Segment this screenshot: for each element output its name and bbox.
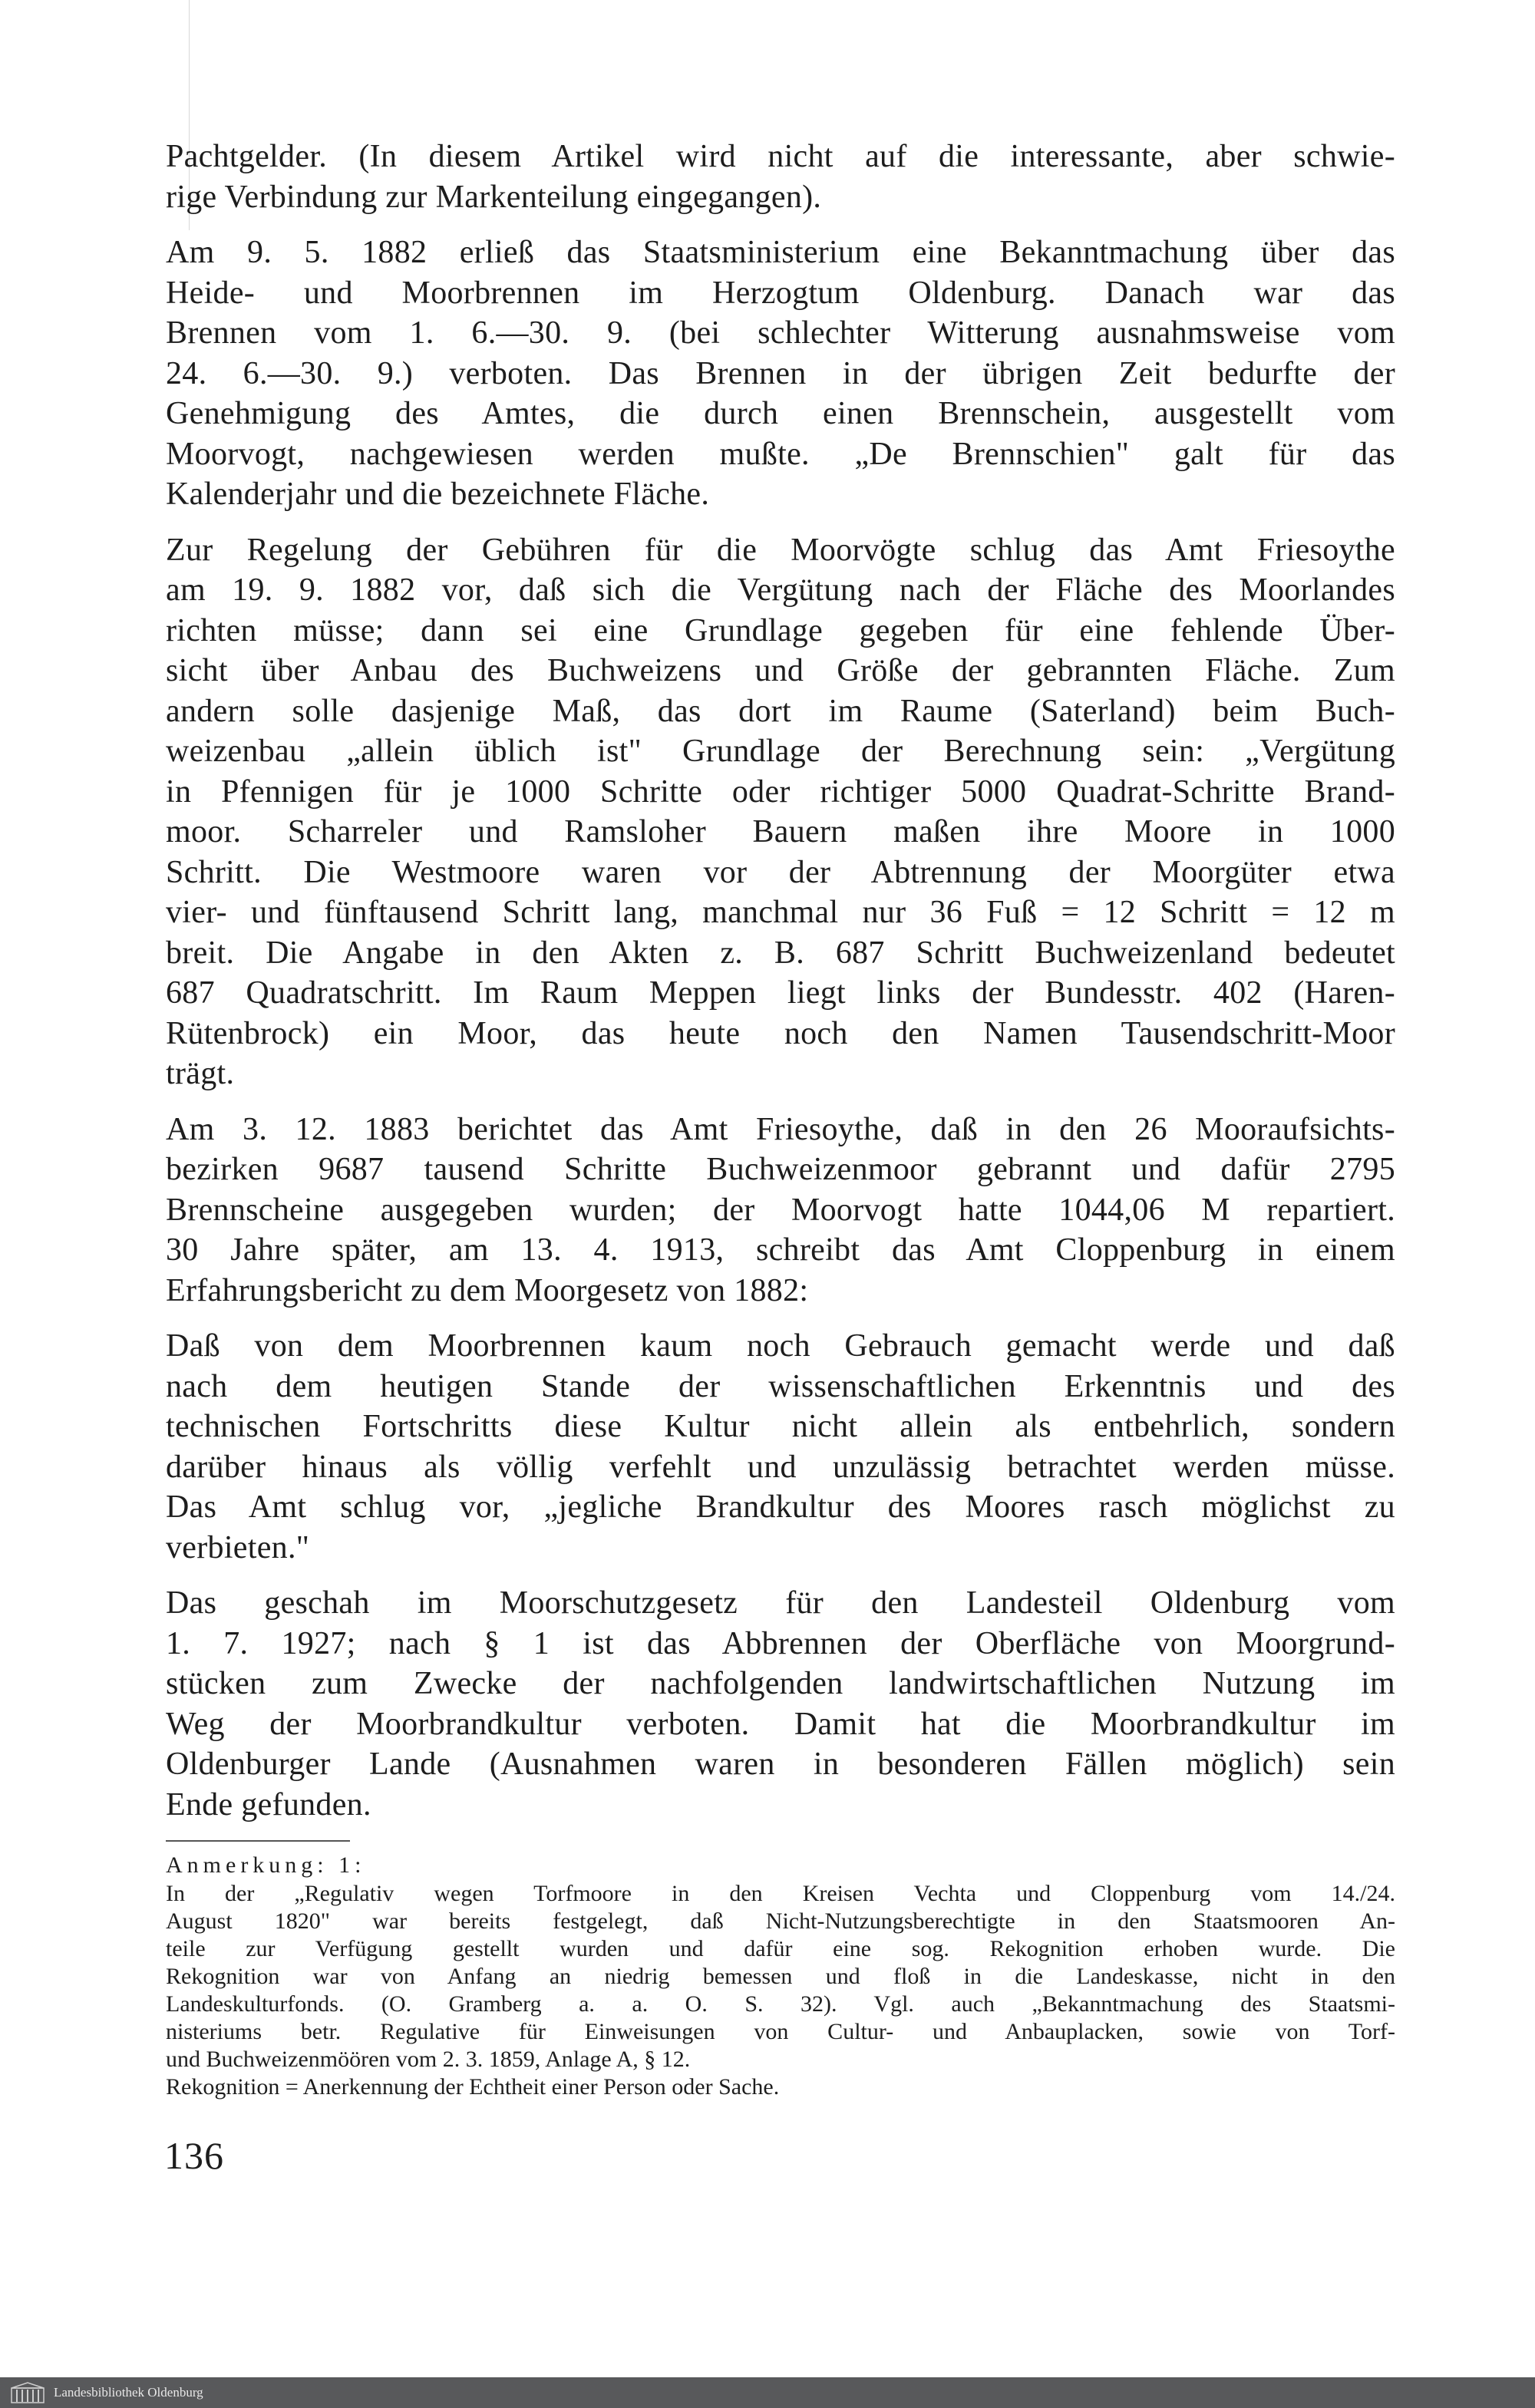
text-line: verbieten." bbox=[166, 1529, 310, 1565]
footnote-lines bbox=[166, 1880, 1395, 2073]
text-line: richten müsse; dann sei eine Grundlage gegeben für eine fehlende Über- bbox=[166, 612, 1395, 648]
text-line: Am 9. 5. 1882 erließ das Staatsministerium eine Bekanntmachung über das bbox=[166, 235, 1395, 270]
body-text bbox=[166, 137, 1395, 1825]
text-line: breit. Die Angabe in den Akten z. B. 687 Schritt Buchweizenland bedeutet bbox=[166, 935, 1395, 971]
text-line: Ende gefunden. bbox=[166, 1786, 371, 1822]
paragraph bbox=[166, 233, 1395, 515]
footnote-line: In der „Regulativ wegen Torfmoore in den Kreisen Vechta und Cloppenburg vom 14./24. bbox=[166, 1881, 1395, 1906]
text-line: rige Verbindung zur Markenteilung eingegangen). bbox=[166, 179, 822, 215]
text-line: Rütenbrock) ein Moor, das heute noch den Namen Tausendschritt-Moor bbox=[166, 1015, 1395, 1051]
footnote-rule bbox=[166, 1840, 350, 1842]
library-logo-icon bbox=[11, 2381, 45, 2404]
text-line: Oldenburger Lande (Ausnahmen waren in besonderen Fällen möglich) sein bbox=[166, 1747, 1395, 1782]
text-line: vier- und fünftausend Schritt lang, manchmal nur 36 Fuß = 12 Schritt = 12 m bbox=[166, 895, 1395, 930]
text-line: Am 3. 12. 1883 berichtet das Amt Friesoythe, daß in den 26 Mooraufsichts- bbox=[166, 1111, 1395, 1147]
text-line: andern solle dasjenige Maß, das dort im Raume (Saterland) beim Buch- bbox=[166, 693, 1395, 729]
footnote-line: teile zur Verfügung gestellt wurden und dafür eine sog. Rekognition erhoben wurde. Die bbox=[166, 1936, 1395, 1961]
text-line: weizenbau „allein üblich ist" Grundlage der Berechnung sein: „Vergütung bbox=[166, 734, 1395, 769]
text-line: Zur Regelung der Gebühren für die Moorvögte schlug das Amt Friesoythe bbox=[166, 532, 1395, 568]
footnote-line: Rekognition war von Anfang an niedrig bemessen und floß in die Landeskasse, nicht in den bbox=[166, 1964, 1395, 1989]
text-line: Brennen vom 1. 6.—30. 9. (bei schlechter Witterung ausnahmsweise vom bbox=[166, 315, 1395, 351]
footnote-definition: Rekognition = Anerkennung der Echtheit einer Person oder Sache. bbox=[166, 2074, 780, 2100]
text-line: Moorvogt, nachgewiesen werden mußte. „De Brennschien" galt für das bbox=[166, 436, 1395, 472]
footnote-line: August 1820" war bereits festgelegt, daß Nicht-Nutzungsberechtigte in den Staatsmooren An- bbox=[166, 1908, 1395, 1934]
text-line: Daß von dem Moorbrennen kaum noch Gebrauch gemacht werde und daß bbox=[166, 1328, 1395, 1364]
text-line: Brennscheine ausgegeben wurden; der Moorvogt hatte 1044,06 M repartiert. bbox=[166, 1192, 1395, 1228]
text-line: trägt. bbox=[166, 1056, 235, 1091]
library-footer bbox=[0, 2377, 1535, 2408]
text-line: Pachtgelder. (In diesem Artikel wird nicht auf die interessante, aber schwie- bbox=[166, 139, 1395, 174]
text-line: moor. Scharreler und Ramsloher Bauern maßen ihre Moore in 1000 bbox=[166, 814, 1395, 849]
text-line: sicht über Anbau des Buchweizens und Größe der gebrannten Fläche. Zum bbox=[166, 653, 1395, 688]
footnote-line: nisteriums betr. Regulative für Einweisungen von Cultur- und Anbauplacken, sowie von Torf- bbox=[166, 2019, 1395, 2044]
paragraph bbox=[166, 137, 1395, 217]
text-line: Weg der Moorbrandkultur verboten. Damit hat die Moorbrandkultur im bbox=[166, 1706, 1395, 1742]
footnote bbox=[166, 1851, 1395, 2101]
text-line: 1. 7. 1927; nach § 1 ist das Abbrennen der Oberfläche von Moorgrund- bbox=[166, 1625, 1395, 1661]
paragraph bbox=[166, 1326, 1395, 1568]
page-body bbox=[166, 137, 1395, 2101]
paragraph bbox=[166, 530, 1395, 1094]
text-line: Schritt. Die Westmoore waren vor der Abtrennung der Moorgüter etwa bbox=[166, 854, 1395, 890]
text-line: 24. 6.—30. 9.) verboten. Das Brennen in der übrigen Zeit bedurfte der bbox=[166, 355, 1395, 391]
text-line: Heide- und Moorbrennen im Herzogtum Oldenburg. Danach war das bbox=[166, 275, 1395, 311]
text-line: 687 Quadratschritt. Im Raum Meppen liegt links der Bundesstr. 402 (Haren- bbox=[166, 975, 1395, 1011]
footnote-line: Landeskulturfonds. (O. Gramberg a. a. O. S. 32). Vgl. auch „Bekanntmachung des Staatsmi- bbox=[166, 1991, 1395, 2017]
text-line: bezirken 9687 tausend Schritte Buchweizenmoor gebrannt und dafür 2795 bbox=[166, 1152, 1395, 1187]
footnote-title: Anmerkung: 1: bbox=[166, 1852, 366, 1878]
text-line: Das geschah im Moorschutzgesetz für den Landesteil Oldenburg vom bbox=[166, 1585, 1395, 1621]
text-line: stücken zum Zwecke der nachfolgenden landwirtschaftlichen Nutzung im bbox=[166, 1666, 1395, 1701]
footnote-line: und Buchweizenmöören vom 2. 3. 1859, Anlage A, § 12. bbox=[166, 2047, 691, 2072]
page-number: 136 bbox=[164, 2134, 224, 2177]
text-line: Erfahrungsbericht zu dem Moorgesetz von 1882: bbox=[166, 1272, 809, 1308]
text-line: Kalenderjahr und die bezeichnete Fläche. bbox=[166, 477, 710, 512]
text-line: in Pfennigen für je 1000 Schritte oder richtiger 5000 Quadrat-Schritte Brand- bbox=[166, 774, 1395, 810]
text-line: darüber hinaus als völlig verfehlt und unzulässig betrachtet werden müsse. bbox=[166, 1449, 1395, 1485]
text-line: nach dem heutigen Stande der wissenschaftlichen Erkenntnis und des bbox=[166, 1368, 1395, 1404]
paragraph bbox=[166, 1110, 1395, 1311]
text-line: Das Amt schlug vor, „jegliche Brandkultur des Moores rasch möglichst zu bbox=[166, 1489, 1395, 1525]
text-line: am 19. 9. 1882 vor, daß sich die Vergütung nach der Fläche des Moorlandes bbox=[166, 572, 1395, 608]
text-line: 30 Jahre später, am 13. 4. 1913, schreibt das Amt Cloppenburg in einem bbox=[166, 1232, 1395, 1268]
paragraph bbox=[166, 1583, 1395, 1825]
text-line: technischen Fortschritts diese Kultur nicht allein als entbehrlich, sondern bbox=[166, 1409, 1395, 1444]
text-line: Genehmigung des Amtes, die durch einen Brennschein, ausgestellt vom bbox=[166, 396, 1395, 431]
library-label: Landesbibliothek Oldenburg bbox=[54, 2385, 203, 2400]
